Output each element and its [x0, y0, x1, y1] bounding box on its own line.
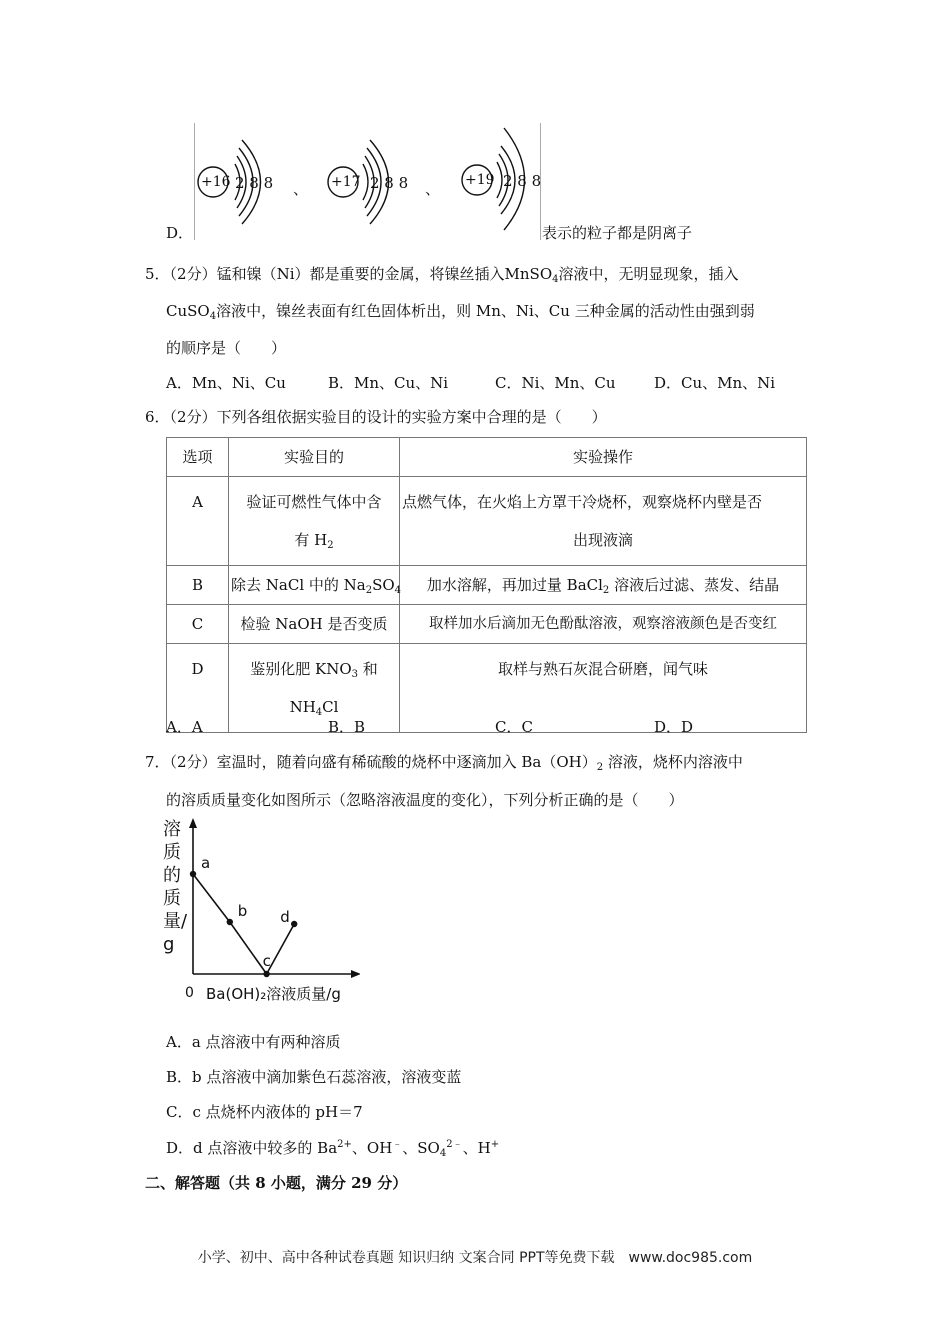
atom-3-shells: 2 8 8: [503, 172, 542, 190]
q5-text-2b: 溶液中，镍丝表面有红色固体析出，则 Mn、Ni、Cu 三种金属的活动性由强到弱: [216, 302, 755, 320]
header-purpose: 实验目的: [229, 438, 400, 477]
row-d-purpose-2a: NH: [289, 698, 316, 716]
header-operation: 实验操作: [400, 438, 807, 477]
row-a-purpose-1: 验证可燃性气体中含: [246, 493, 382, 511]
row-c-option: C: [167, 605, 229, 644]
q4-option-d-label: D．: [166, 224, 194, 242]
q5-option-c[interactable]: C．Ni、Mn、Cu: [495, 374, 616, 392]
data-point-c: [263, 971, 269, 977]
q5-option-a[interactable]: A．Mn、Ni、Cu: [166, 374, 286, 392]
q6-option-d[interactable]: D．D: [654, 718, 694, 736]
row-a-option: A: [167, 477, 229, 566]
row-c-purpose: 检验 NaOH 是否变质: [229, 605, 400, 644]
q5-option-b[interactable]: B．Mn、Cu、Ni: [328, 374, 449, 392]
row-d-operation: 取样与熟石灰混合研磨，闻气味: [400, 644, 807, 733]
q7-d-sup4: +: [490, 1139, 500, 1150]
x-axis-label: Ba(OH)₂溶液质量/g: [206, 985, 341, 1003]
header-option: 选项: [167, 438, 229, 477]
q6-option-c[interactable]: C．C: [495, 718, 533, 736]
q7-line-2: 的溶质质量变化如图所示（忽略溶液温度的变化），下列分析正确的是（ ）: [166, 791, 684, 809]
q5-number: 5．: [145, 265, 170, 283]
row-b-purpose: [229, 566, 400, 605]
row-c-operation: 取样加水后滴加无色酚酞溶液，观察溶液颜色是否变红: [400, 605, 807, 644]
q5-text-2a: CuSO: [166, 302, 210, 320]
row-a-operation: [400, 477, 807, 566]
q7-d-sup1: 2+: [337, 1139, 352, 1150]
q7-d-b: 、OH: [351, 1139, 393, 1157]
row-b-purpose-sub: 2: [365, 585, 373, 596]
q6-option-b[interactable]: B．B: [328, 718, 366, 736]
q6-number: 6．: [145, 408, 170, 426]
row-b-operation: [400, 566, 807, 605]
q6-experiment-table: [166, 437, 807, 733]
q7-d-sup3: 2﹣: [446, 1139, 463, 1150]
q7-option-d[interactable]: [166, 1137, 499, 1158]
row-d-purpose-2b: Cl: [322, 698, 339, 716]
row-d-purpose-1: [231, 650, 397, 688]
row-d-purpose-sub: 3: [351, 669, 358, 680]
q7-number: 7．: [145, 753, 170, 771]
table-row: [167, 477, 807, 566]
atom-2-nucleus: +17: [331, 174, 361, 190]
q7-line-1: [145, 751, 743, 772]
q5-option-d[interactable]: D．Cu、Mn、Ni: [654, 374, 776, 392]
atom-1-nucleus: +16: [201, 174, 231, 190]
solute-mass-chart: [160, 815, 360, 1010]
q5-text-1b: 溶液中，无明显现象，插入: [558, 265, 739, 283]
q7-option-b[interactable]: B．b 点溶液中滴加紫色石蕊溶液，溶液变蓝: [166, 1068, 462, 1086]
row-b-operation-sub: 2: [602, 585, 610, 596]
row-d-option: D: [167, 644, 229, 733]
q5-text-1: 锰和镍（Ni）都是重要的金属，将镍丝插入MnSO: [216, 265, 553, 283]
data-label-b: b: [237, 902, 248, 920]
q6-text: 下列各组依据实验目的设计的实验方案中合理的是（ ）: [216, 408, 607, 426]
data-point-a: [190, 871, 196, 877]
row-b-operation-a: 加水溶解，再加过量 BaCl: [426, 576, 603, 594]
q7-d-sup2: ﹣: [392, 1139, 403, 1150]
separator-1: 、: [293, 180, 309, 198]
series-line: [193, 874, 294, 974]
section-2-heading: 二、解答题（共 8 小题，满分 29 分）: [145, 1174, 408, 1192]
data-point-d: [291, 921, 297, 927]
table-header-row: [167, 438, 807, 477]
atom-3-nucleus: +19: [465, 172, 495, 188]
row-b-purpose-b: SO: [372, 576, 395, 594]
row-b-purpose-sub2: 4: [394, 585, 402, 596]
table-row: [167, 605, 807, 644]
q7-d-c: 、SO: [402, 1139, 440, 1157]
row-a-purpose-sub: 2: [327, 540, 334, 551]
q5-line-1: [145, 263, 739, 284]
y-axis-arrow: [189, 818, 197, 828]
data-label-a: a: [201, 854, 211, 872]
data-point-b: [227, 919, 233, 925]
row-b-option: B: [167, 566, 229, 605]
y-axis-label-text: 溶质的质量/g: [163, 819, 188, 955]
q7-option-a[interactable]: A．a 点溶液中有两种溶质: [166, 1033, 341, 1051]
q5-line-3: 的顺序是（ ）: [166, 339, 287, 357]
q7-d-d: 、H: [462, 1139, 491, 1157]
row-d-purpose-1a: 鉴别化肥 KNO: [250, 660, 352, 678]
q5-sub-2: 4: [209, 311, 217, 322]
q6-stem: [145, 406, 607, 427]
y-axis-label: [163, 818, 188, 956]
q5-score: （2分）: [169, 265, 217, 283]
data-label-c: c: [262, 952, 271, 970]
row-d-purpose-sub2: 4: [315, 707, 323, 718]
q6-option-a[interactable]: A．A: [166, 718, 203, 736]
page-footer: 小学、初中、高中各种试卷真题 知识归纳 文案合同 PPT等免费下载 www.doc985.com: [197, 1250, 753, 1266]
row-b-purpose-a: 除去 NaCl 中的 Na: [231, 576, 366, 594]
atom-2-shells: 2 8 8: [370, 174, 409, 192]
row-d-purpose: [229, 644, 400, 733]
q4-option-d-text: 表示的粒子都是阴离子: [542, 224, 693, 242]
q7-d-sub: 4: [439, 1148, 447, 1159]
q7-text-1b: 溶液，烧杯内溶液中: [603, 753, 743, 771]
row-a-purpose: [229, 477, 400, 566]
table-row: [167, 566, 807, 605]
row-a-operation-1: 点燃气体，在火焰上方罩干冷烧杯，观察烧杯内壁是否: [402, 493, 763, 511]
q5-sub-1: 4: [552, 274, 559, 285]
row-a-operation-2: 出现液滴: [572, 531, 633, 549]
row-b-operation-b: 溶液后过滤、蒸发、结晶: [609, 576, 780, 594]
data-label-d: d: [280, 908, 290, 926]
separator-2: 、: [425, 180, 441, 198]
q7-option-c[interactable]: C．c 点烧杯内液体的 pH＝7: [166, 1103, 363, 1121]
q6-score: （2分）: [169, 408, 217, 426]
row-a-purpose-2: [231, 521, 397, 559]
atom-1-shells: 2 8 8: [235, 174, 274, 192]
q7-d-a: D．d 点溶液中较多的 Ba: [166, 1139, 338, 1157]
table-row: [167, 644, 807, 733]
chart-origin: 0: [185, 985, 194, 1001]
q4-option-d: [0, 0, 950, 250]
q7-text-1a: 室温时，随着向盛有稀硫酸的烧杯中逐滴加入 Ba（OH）: [216, 753, 597, 771]
q5-line-2: [166, 300, 755, 321]
row-d-purpose-1b: 和: [358, 660, 378, 678]
row-d-purpose-2: [231, 688, 397, 726]
q7-sub-1: 2: [596, 762, 604, 773]
chart-svg: [160, 815, 360, 1010]
row-a-purpose-2a: 有 H: [294, 531, 328, 549]
x-axis-arrow: [351, 970, 360, 978]
q7-score: （2分）: [169, 753, 217, 771]
